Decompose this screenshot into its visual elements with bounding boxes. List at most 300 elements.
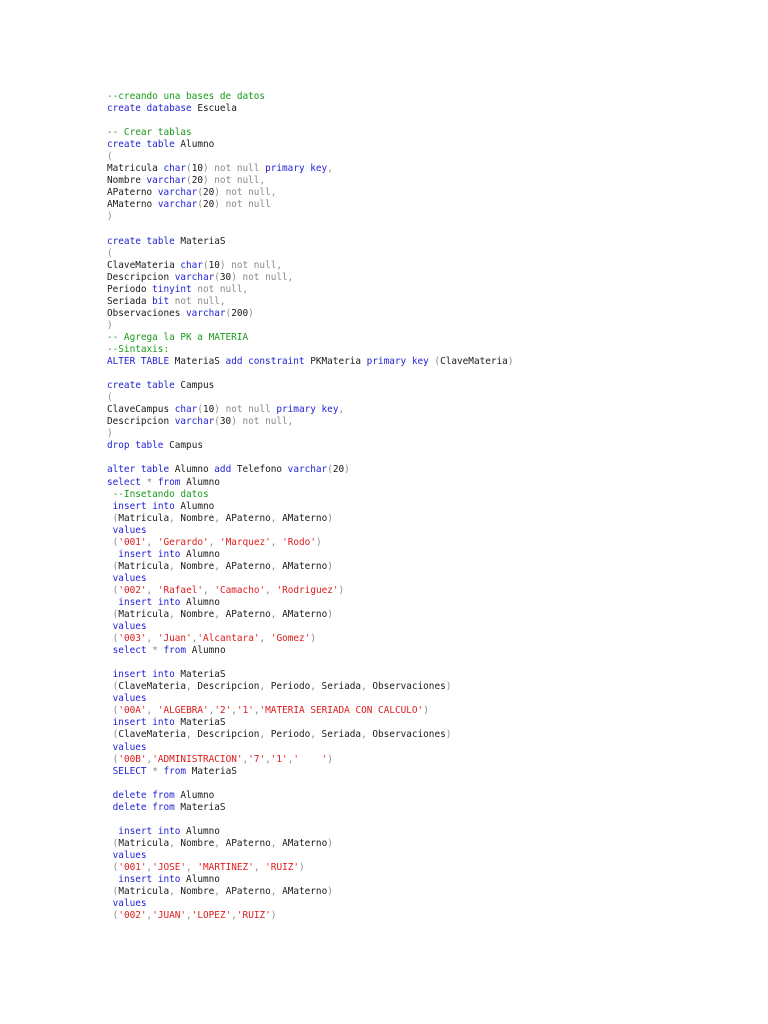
code-line — [107, 729, 747, 741]
code-token: char — [174, 404, 198, 416]
code-line — [107, 862, 747, 874]
code-token: char — [163, 163, 187, 175]
code-token: not null, — [236, 271, 294, 283]
code-token: APaterno — [219, 560, 271, 572]
code-line — [107, 187, 747, 199]
code-token: ) — [327, 886, 333, 898]
code-line — [107, 766, 747, 778]
code-token: , — [186, 681, 192, 693]
code-line — [107, 284, 747, 296]
code-token: , — [361, 681, 367, 693]
code-line — [107, 802, 747, 814]
code-token: ClaveMateria — [118, 729, 187, 741]
code-token: not null — [219, 404, 277, 416]
code-token: 'Marquez' — [219, 536, 271, 548]
code-line — [107, 609, 747, 621]
code-token: not null, — [236, 416, 294, 428]
code-token: -- Agrega la PK a MATERIA — [107, 331, 249, 343]
code-token: , — [214, 560, 220, 572]
code-token: 'MATERIA SERIADA CON CALCULO' — [259, 705, 424, 717]
code-token: 20 — [202, 199, 215, 211]
code-token: '001' — [118, 536, 147, 548]
code-token: Alumno — [180, 874, 220, 886]
code-token: Nombre — [107, 175, 147, 187]
code-token: insert — [118, 548, 153, 560]
code-token: , — [259, 633, 266, 645]
code-line — [107, 705, 747, 717]
code-token: MateriaS — [169, 356, 226, 368]
code-token: ( — [186, 163, 192, 175]
code-token: '002' — [118, 584, 147, 596]
code-token: ) — [327, 753, 333, 765]
code-token: , — [253, 862, 260, 873]
code-token: , — [169, 837, 175, 849]
code-line — [107, 850, 747, 862]
code-line — [107, 127, 747, 139]
code-token: 10 — [191, 163, 203, 175]
code-token: APaterno — [219, 512, 271, 524]
code-line — [107, 633, 747, 645]
code-token: Matricula — [118, 837, 170, 849]
code-token: ClaveCampus — [107, 404, 175, 416]
code-token: , — [265, 584, 271, 596]
code-token: ) — [202, 163, 209, 175]
code-token: ) — [248, 307, 254, 319]
code-token: MateriaS — [174, 235, 226, 247]
code-token: alter — [107, 464, 136, 476]
code-token: , — [231, 910, 237, 922]
code-token: Matricula — [118, 886, 170, 898]
code-token: ( — [327, 464, 333, 476]
code-token: ) — [315, 536, 322, 548]
code-line — [107, 693, 747, 705]
code-token: not null, — [219, 187, 277, 199]
code-token: SELECT — [112, 765, 147, 777]
code-token: 'Gomez' — [270, 633, 311, 645]
code-token: , — [242, 753, 249, 765]
code-token: MateriaS — [174, 669, 226, 681]
code-token: , — [208, 705, 215, 717]
code-line — [107, 645, 747, 657]
code-token: , — [270, 560, 277, 572]
code-token: '003' — [118, 633, 147, 645]
code-token: 'ALGEBRA' — [157, 705, 209, 717]
code-token: APaterno — [107, 187, 158, 199]
code-token: , — [146, 536, 153, 548]
code-token: ) — [344, 464, 350, 476]
code-token: ' ' — [293, 753, 328, 765]
code-token: , — [169, 560, 175, 572]
code-token: varchar — [287, 464, 328, 476]
code-token: Campus — [163, 440, 203, 452]
code-line — [107, 452, 747, 464]
code-token: , — [186, 862, 192, 873]
code-token: , — [265, 753, 271, 765]
code-token: '7' — [248, 753, 266, 765]
code-token: ( — [112, 886, 119, 898]
code-token: , — [259, 681, 266, 693]
code-token: '002' — [118, 910, 147, 922]
code-token: Descripcion — [107, 416, 175, 428]
code-token: varchar — [174, 416, 215, 428]
code-token: database — [146, 103, 192, 115]
code-token: , — [146, 753, 153, 765]
code-token: , — [270, 536, 277, 548]
code-line — [107, 621, 747, 633]
code-line — [107, 296, 747, 308]
code-line — [107, 910, 747, 922]
code-token: ) — [327, 837, 333, 849]
code-token: 30 — [219, 416, 232, 428]
code-token: delete — [112, 801, 147, 813]
code-line — [107, 573, 747, 585]
code-token: Periodo — [265, 729, 311, 741]
code-token: Seriada — [315, 681, 362, 693]
code-token: Alumno — [180, 825, 220, 837]
code-token: Alumno — [169, 464, 215, 476]
code-token: , — [270, 609, 277, 621]
code-line — [107, 356, 747, 368]
code-line — [107, 404, 747, 416]
code-token: ) — [445, 729, 452, 741]
code-token: Alumno — [174, 789, 215, 801]
code-token: , — [186, 729, 192, 741]
code-token: values — [112, 741, 147, 753]
code-line — [107, 272, 747, 284]
code-token: table — [146, 139, 175, 151]
code-token: , — [287, 753, 294, 765]
code-token: create — [107, 139, 141, 151]
code-token: Campus — [174, 380, 215, 392]
code-token: Observaciones — [366, 729, 446, 741]
code-token: MateriaS — [174, 801, 226, 813]
code-token: ) — [310, 633, 316, 645]
code-token: ) — [507, 356, 514, 368]
code-token: , — [214, 609, 220, 621]
code-token: 'Alcantara' — [197, 633, 260, 645]
code-token: Alumno — [174, 139, 215, 151]
code-line — [107, 717, 747, 729]
code-token: values — [112, 849, 147, 861]
code-token: not null, — [169, 295, 226, 307]
code-token: , — [146, 862, 153, 873]
code-line — [107, 260, 747, 272]
code-token: * — [146, 476, 153, 488]
code-token: ( — [112, 609, 119, 621]
code-token: 'Rodriguez' — [276, 584, 339, 596]
code-token: Nombre — [174, 609, 215, 621]
code-token: Escuela — [191, 103, 237, 115]
code-token: Telefono — [231, 464, 288, 476]
code-token: ) — [214, 199, 220, 211]
code-token: ClaveMateria — [107, 259, 181, 271]
code-line — [107, 308, 747, 320]
code-token: 20 — [191, 175, 203, 187]
code-token: from — [163, 765, 187, 777]
code-line — [107, 874, 747, 886]
code-token: ) — [299, 862, 305, 873]
code-token: Observaciones — [366, 681, 446, 693]
code-token: into — [152, 717, 175, 729]
code-line — [107, 778, 747, 790]
code-line — [107, 537, 747, 549]
code-token: Matricula — [118, 512, 170, 524]
code-token: select — [107, 476, 141, 488]
code-token: , — [270, 886, 277, 898]
code-token: Alumno — [180, 548, 220, 560]
code-token: ) — [107, 211, 113, 223]
code-token: , — [186, 910, 192, 922]
code-line — [107, 754, 747, 766]
code-token: , — [146, 910, 153, 922]
code-token: add — [214, 464, 232, 476]
code-token: into — [152, 500, 175, 512]
code-token: ( — [112, 729, 119, 741]
code-token: ( — [112, 633, 119, 645]
code-token: 'LOPEZ' — [191, 910, 232, 922]
code-token: ( — [107, 247, 113, 259]
code-token: , — [338, 404, 345, 416]
code-token: ) — [445, 681, 452, 693]
code-token: tinyint — [152, 283, 192, 295]
code-token: --Insetando datos — [107, 488, 209, 500]
code-token: ) — [270, 910, 277, 922]
code-token: not null — [219, 199, 271, 211]
code-token: ( — [112, 512, 119, 524]
code-token: '001' — [118, 862, 147, 873]
code-token: AMaterno — [276, 560, 328, 572]
code-token: '00A' — [118, 705, 147, 717]
code-token: ( — [112, 560, 119, 572]
code-line — [107, 681, 747, 693]
code-token: Alumno — [186, 645, 226, 657]
code-token: into — [157, 548, 181, 560]
code-token: '2' — [214, 705, 232, 717]
code-token: 20 — [332, 464, 345, 476]
code-token: , — [146, 633, 153, 645]
code-token: APaterno — [219, 609, 271, 621]
code-token: 200 — [231, 307, 249, 319]
code-token: Alumno — [180, 596, 220, 608]
code-token — [107, 549, 118, 560]
code-token: ) — [338, 584, 345, 596]
code-token: , — [146, 584, 153, 596]
code-token: char — [180, 259, 203, 271]
code-token: from — [163, 645, 187, 657]
code-token: ( — [112, 681, 119, 693]
code-line — [107, 91, 747, 103]
code-token: 'RUIZ' — [265, 862, 300, 873]
code-token: ClaveMateria — [440, 356, 508, 368]
code-token: not null, — [208, 175, 266, 187]
code-token: ) — [231, 271, 237, 283]
code-token: Descripcion — [191, 729, 260, 741]
code-token: ( — [112, 910, 119, 922]
code-line — [107, 790, 747, 802]
code-token: Observaciones — [107, 307, 187, 319]
code-token: varchar — [186, 307, 226, 319]
code-token: , — [231, 705, 237, 717]
code-token: '1' — [236, 705, 254, 717]
code-line — [107, 440, 747, 452]
code-token: Descripcion — [107, 271, 175, 283]
code-token: , — [214, 512, 220, 524]
code-token: 10 — [208, 259, 220, 271]
code-token: 'MARTINEZ' — [197, 862, 254, 873]
code-token: values — [112, 524, 147, 536]
code-token: ( — [225, 307, 232, 319]
code-line — [107, 657, 747, 669]
code-token: Descripcion — [191, 681, 260, 693]
code-token: primary key — [366, 356, 429, 368]
code-token: Nombre — [174, 886, 215, 898]
code-token: ( — [197, 404, 203, 416]
code-line — [107, 368, 747, 380]
code-token: 'Gerardo' — [157, 536, 209, 548]
code-line — [107, 151, 747, 163]
code-line — [107, 139, 747, 151]
code-token: , — [203, 584, 209, 596]
code-token: ( — [112, 705, 119, 717]
code-line — [107, 332, 747, 344]
code-line — [107, 163, 747, 175]
code-token: create — [107, 380, 141, 392]
code-token: ) — [202, 175, 209, 187]
code-line — [107, 597, 747, 609]
code-token: , — [169, 886, 175, 898]
code-token: AMaterno — [276, 837, 328, 849]
code-line — [107, 392, 747, 404]
code-token: not null — [208, 163, 266, 175]
code-token: 30 — [219, 271, 232, 283]
code-line — [107, 344, 747, 356]
code-token: Alumno — [180, 476, 220, 488]
code-token: , — [253, 705, 260, 717]
code-token: '00B' — [118, 753, 147, 765]
code-token: ( — [197, 199, 203, 211]
code-token: , — [214, 837, 220, 849]
code-token: AMaterno — [107, 199, 158, 211]
code-token: from — [152, 801, 175, 813]
code-line — [107, 416, 747, 428]
code-line — [107, 585, 747, 597]
code-token: ) — [214, 187, 220, 199]
code-token: Nombre — [174, 560, 215, 572]
code-token: Alumno — [174, 500, 215, 512]
code-token: Matricula — [118, 609, 170, 621]
code-line — [107, 224, 747, 236]
code-token: --Sintaxis: — [107, 343, 170, 355]
code-token: -- Crear tablas — [107, 127, 192, 139]
code-token: Seriada — [107, 295, 153, 307]
code-token: , — [191, 633, 198, 645]
code-token: ( — [112, 837, 119, 849]
code-token: into — [157, 825, 181, 837]
code-token: , — [310, 729, 316, 741]
code-token: Matricula — [107, 163, 164, 175]
code-token: not null, — [191, 283, 249, 295]
code-token: ( — [202, 259, 209, 271]
code-token: ) — [423, 705, 429, 717]
code-token: values — [112, 898, 147, 910]
code-line — [107, 838, 747, 850]
code-token: values — [112, 621, 147, 633]
code-token: varchar — [157, 199, 198, 211]
code-line — [107, 549, 747, 561]
code-line — [107, 199, 747, 211]
code-token: insert — [112, 717, 147, 729]
code-token: ( — [434, 356, 441, 368]
code-token: APaterno — [219, 886, 271, 898]
code-token: 'Juan' — [157, 633, 192, 645]
code-token: APaterno — [219, 837, 271, 849]
code-token: , — [169, 512, 175, 524]
code-token: MateriaS — [186, 765, 237, 777]
code-token: from — [152, 789, 175, 801]
code-token: values — [112, 572, 147, 584]
code-token: , — [169, 609, 175, 621]
code-token: PKMateria — [304, 356, 367, 368]
code-line — [107, 248, 747, 260]
code-token: table — [146, 235, 175, 247]
code-token: primary key — [265, 163, 328, 175]
code-token: * — [152, 765, 158, 777]
code-token: MateriaS — [174, 717, 226, 729]
code-token: 'Rafael' — [157, 584, 204, 596]
code-token: ( — [112, 862, 119, 873]
code-token: , — [146, 705, 153, 717]
code-token: not null, — [225, 259, 283, 271]
code-token: ) — [219, 259, 226, 271]
code-line — [107, 669, 747, 681]
code-token: Nombre — [174, 837, 215, 849]
code-token: from — [157, 476, 181, 488]
code-line — [107, 320, 747, 332]
code-token: into — [152, 669, 175, 681]
code-token: --creando una bases de datos — [107, 91, 266, 102]
code-token — [107, 874, 118, 885]
code-token: ) — [231, 416, 237, 428]
sql-code-listing — [107, 91, 747, 922]
code-token: insert — [118, 596, 153, 608]
code-token: ( — [112, 584, 119, 596]
code-token: 'RUIZ' — [236, 910, 271, 922]
code-token: into — [157, 874, 181, 886]
code-line — [107, 501, 747, 513]
code-token: AMaterno — [276, 609, 328, 621]
code-token: Periodo — [107, 283, 153, 295]
code-token: ( — [107, 151, 113, 163]
code-line — [107, 826, 747, 838]
code-token: insert — [118, 874, 153, 886]
code-line — [107, 175, 747, 187]
code-token: into — [157, 596, 181, 608]
code-token: , — [270, 512, 277, 524]
code-line — [107, 236, 747, 248]
code-token: , — [208, 536, 215, 548]
code-line — [107, 814, 747, 826]
code-token: , — [214, 886, 220, 898]
code-token: insert — [112, 669, 147, 681]
code-line — [107, 103, 747, 115]
code-token: ( — [107, 392, 113, 404]
code-token: , — [310, 681, 316, 693]
code-token: create — [107, 103, 141, 115]
code-token: Periodo — [265, 681, 311, 693]
code-token: insert — [118, 825, 153, 837]
code-line — [107, 886, 747, 898]
code-token: ) — [327, 609, 333, 621]
